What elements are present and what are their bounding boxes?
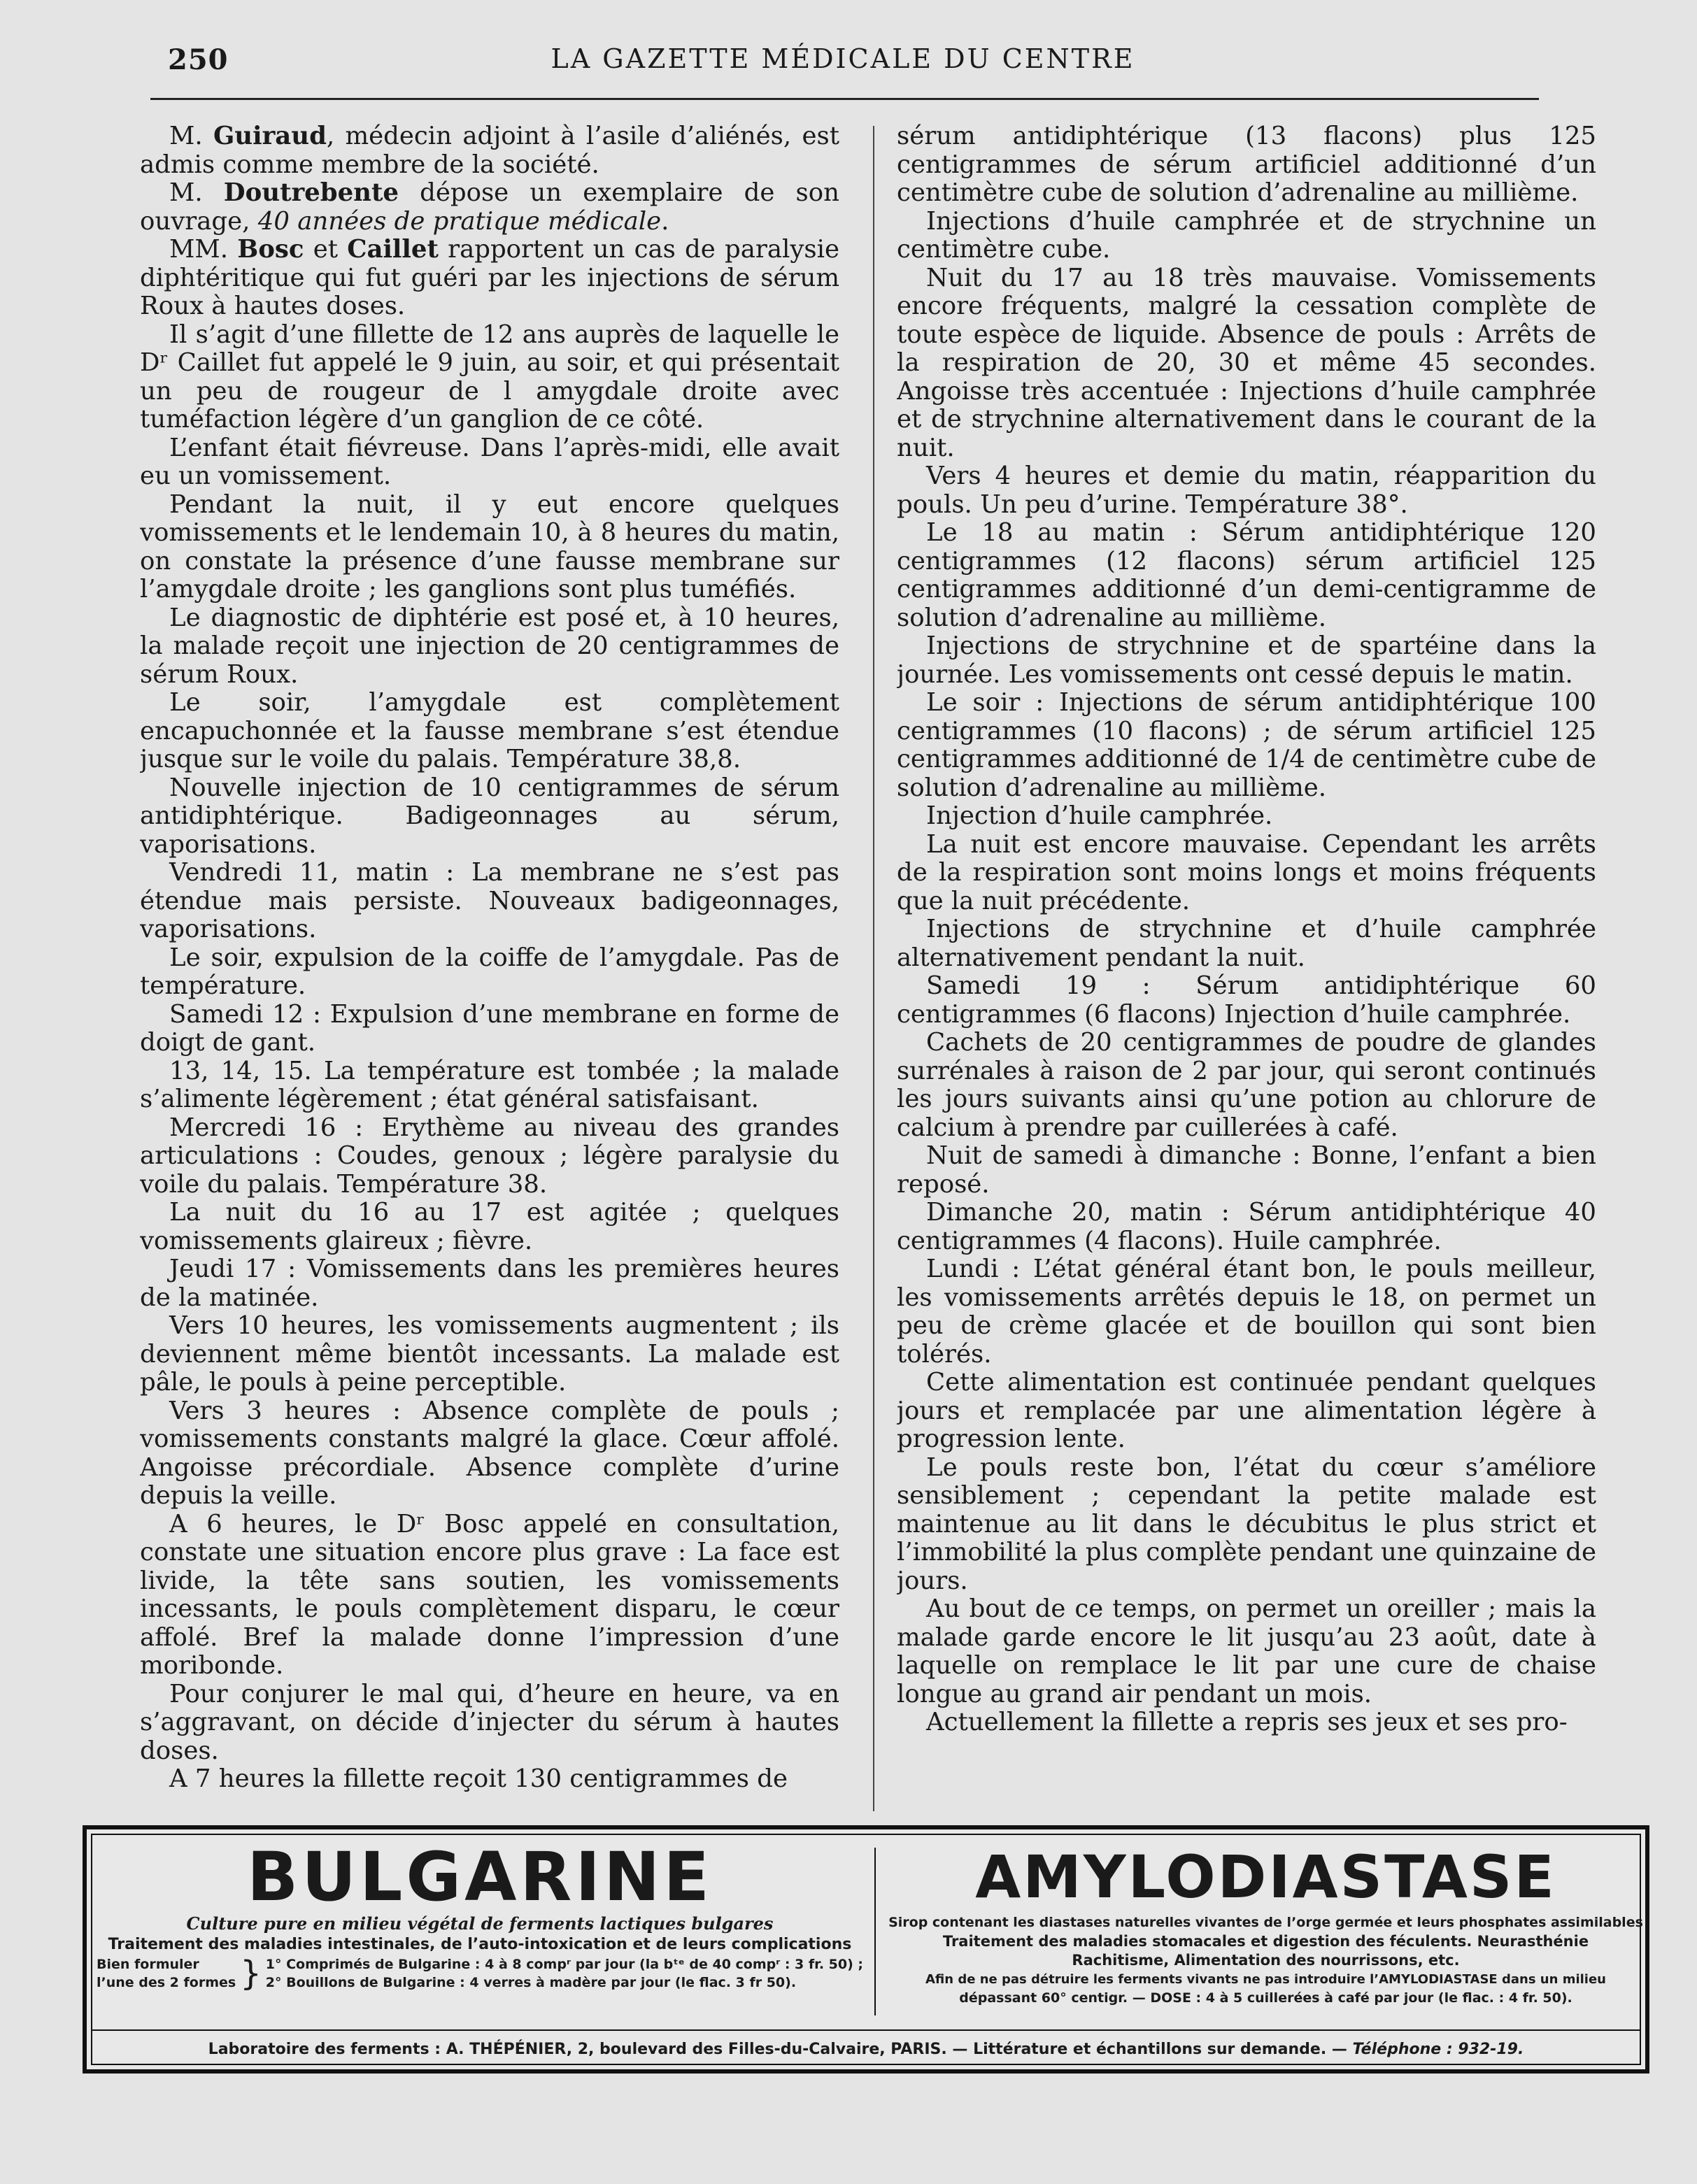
advert-footer: [92, 2029, 1640, 2058]
article-paragraph: [897, 1595, 1596, 1708]
dosage-line-1: 1° Comprimés de Bulgarine : 4 à 8 compʳ par jour (la bᵗᵉ de 40 compʳ : 3 fr. 50) ;: [265, 1957, 863, 1972]
paragraph-text: Samedi 12 : Expulsion d’une membrane en forme de doigt de gant.: [140, 999, 839, 1057]
article-paragraph: [140, 774, 839, 859]
article-paragraph: [897, 1454, 1596, 1596]
article-paragraph: [140, 944, 839, 1001]
paragraph-text: Le soir, expulsion de la coiffe de l’amygdale. Pas de température.: [140, 943, 839, 1000]
amylodiastase-line-2: Traitement des maladies stomacales et digestion des féculents. Neurasthénie: [942, 1933, 1589, 1950]
article-paragraph: [140, 122, 839, 179]
paragraph-text: Le pouls reste bon, l’état du cœur s’améliore sensiblement ; cependant la petite malade est maintenue au lit dans le décubitus le plus strict et l’immobilité la plus complète pendant une quinzaine de jours.: [897, 1453, 1596, 1595]
article-paragraph: [897, 1369, 1596, 1454]
bulgarine-ad: [92, 1838, 867, 2019]
article-paragraph: [140, 1199, 839, 1255]
paragraph-text: Au bout de ce temps, on permet un oreiller ; mais la malade garde encore le lit jusqu’au 23 août, date à laquelle on remplace le lit par une cure de chaise longue au grand air pendant un mois.: [897, 1594, 1596, 1708]
bulgarine-tagline: Culture pure en milieu végétal de ferments lactiques bulgares: [186, 1913, 774, 1934]
advertisement-box: [83, 1825, 1649, 2074]
paragraph-text: Injection d’huile camphrée.: [926, 801, 1273, 830]
dosage-label-2: l’une des 2 formes: [96, 1975, 236, 1990]
paragraph-text: Il s’agit d’une fillette de 12 ans auprès de laquelle le Dʳ Caillet fut appelé le 9 juin, au soir, et qui présentait un peu de rougeur de l amygdale droite avec tuméfaction légère d’un ganglion de ce côté.: [140, 320, 839, 434]
journal-title: LA GAZETTE MÉDICALE DU CENTRE: [551, 43, 1135, 74]
laboratory-address: Laboratoire des ferments : A. THÉPÉNIER, 2, boulevard des Filles-du-Calvaire, PARIS. — Littérature et échantillons sur demande. —: [208, 2041, 1353, 2058]
paragraph-text: Nuit du 17 au 18 très mauvaise. Vomissements encore fréquents, malgré la cessation complète de toute espèce de liquide. Absence de pouls : Arrêts de la respiration de 20, 30 et même 45 secondes. Angoisse très accentuée : Injections d’huile camphrée et de strychnine alternativement dans le courant de la nuit.: [897, 263, 1596, 462]
paragraph-text: Cette alimentation est continuée pendant quelques jours et remplacée par une alimentation légère à progression lente.: [897, 1368, 1596, 1453]
article-paragraph: [897, 689, 1596, 802]
article-paragraph: [897, 462, 1596, 519]
amylodiastase-line-3: Rachitisme, Alimentation des nourrissons, etc.: [1072, 1952, 1460, 1969]
paragraph-text: Mercredi 16 : Erythème au niveau des grandes articulations : Coudes, genoux ; légère paralysie du voile du palais. Température 38.: [140, 1113, 839, 1199]
paragraph-text: Samedi 19 : Sérum antidiphtérique 60 centigrammes (6 flacons) Injection d’huile camphrée.: [897, 971, 1596, 1029]
paragraph-text: Le 18 au matin : Sérum antidiphtérique 120 centigrammes (12 flacons) sérum artificiel 125 centigrammes additionné d’un demi-centigramme de solution d’adrenaline au millième.: [897, 518, 1596, 632]
paragraph-text: La nuit est encore mauvaise. Cependant les arrêts de la respiration sont moins longs et moins fréquents que la nuit précédente.: [897, 829, 1596, 915]
amylodiastase-line-4: Afin de ne pas détruire les ferments vivants ne pas introduire l’AMYLODIASTASE dans un milieu: [925, 1972, 1606, 1987]
amylodiastase-ad: [883, 1841, 1649, 2019]
paragraph-text: Cachets de 20 centigrammes de poudre de glandes surrénales à raison de 2 par jour, qui seront continués les jours suivants ainsi qu’une potion au chlorure de calcium à prendre par cuillerées à café.: [897, 1028, 1596, 1142]
paragraph-text: Vendredi 11, matin : La membrane ne s’est pas étendue mais persiste. Nouveaux badigeonnages, vaporisations.: [140, 858, 839, 943]
paragraph-text: Lundi : L’état général étant bon, le pouls meilleur, les vomissements arrêtés depuis le 18, on permet un peu de crème glacée et de bouillon qui sont bien tolérés.: [897, 1255, 1596, 1369]
article-paragraph: [897, 972, 1596, 1029]
paragraph-text: sérum antidiphtérique (13 flacons) plus 125 centigrammes de sérum artificiel additionné d’un centimètre cube de solution d’adrenaline au millième.: [897, 122, 1596, 207]
paragraph-text: Vers 10 heures, les vomissements augmentent ; ils deviennent même bientôt incessants. La malade est pâle, le pouls à peine perceptible.: [140, 1311, 839, 1397]
article-paragraph: [140, 434, 839, 491]
article-paragraph: [897, 264, 1596, 463]
paragraph-text: rapportent un cas de paralysie diphtéritique qui fut guéri par les injections de sérum Roux à hautes doses.: [140, 235, 839, 320]
article-paragraph: [140, 1255, 839, 1312]
brace-glyph: }: [240, 1954, 262, 1993]
article-paragraph: [140, 859, 839, 944]
article-paragraph: [897, 1029, 1596, 1142]
column-separator: [873, 126, 874, 1811]
paragraph-text: A 7 heures la fillette reçoit 130 centigrammes de: [169, 1764, 788, 1793]
article-paragraph: [897, 802, 1596, 831]
paragraph-text: La nuit du 16 au 17 est agitée ; quelques vomissements glaireux ; fièvre.: [140, 1198, 839, 1255]
member-name: Doutrebente: [223, 178, 399, 207]
article-paragraph: [140, 1680, 839, 1766]
member-name: Caillet: [347, 235, 439, 264]
page-number: 250: [168, 43, 229, 76]
paragraph-text: Pour conjurer le mal qui, d’heure en heure, va en s’aggravant, on décide d’injecter du sérum à hautes doses.: [140, 1679, 839, 1765]
paragraph-text: L’enfant était fiévreuse. Dans l’après-midi, elle avait eu un vomissement.: [140, 433, 839, 490]
article-paragraph: [897, 122, 1596, 208]
member-name: Guiraud: [213, 122, 327, 150]
dosage-label-1: Bien formuler: [96, 1957, 199, 1972]
amylodiastase-line-1: Sirop contenant les diastases naturelles vivantes de l’orge germée et leurs phosphates assimilables: [888, 1915, 1643, 1930]
paragraph-text: Actuellement la fillette a repris ses jeux et ses pro-: [926, 1708, 1568, 1736]
article-paragraph: [140, 1765, 839, 1794]
paragraph-text: Injections d’huile camphrée et de strychnine un centimètre cube.: [897, 206, 1596, 264]
book-title: 40 années de pratique médicale: [257, 206, 662, 236]
paragraph-text: Vers 4 heures et demie du matin, réapparition du pouls. Un peu d’urine. Température 38°.: [897, 462, 1596, 519]
article-paragraph: [140, 604, 839, 690]
paragraph-lead: M.: [169, 178, 224, 207]
paragraph-text: Dimanche 20, matin : Sérum antidiphtérique 40 centigrammes (4 flacons). Huile camphrée.: [897, 1198, 1596, 1255]
article-paragraph: [140, 321, 839, 434]
article-paragraph: [897, 1199, 1596, 1255]
bulgarine-brand: BULGARINE: [247, 1838, 713, 1916]
article-paragraph: [897, 915, 1596, 972]
article-paragraph: [140, 1057, 839, 1114]
dosage-line-2: 2° Bouillons de Bulgarine : 4 verres à madère par jour (le flac. 3 fr 50).: [265, 1975, 797, 1990]
paragraph-text: , médecin adjoint à l’asile d’aliénés, est admis comme membre de la société.: [140, 122, 839, 179]
article-paragraph: [897, 519, 1596, 632]
paragraph-text: A 6 heures, le Dʳ Bosc appelé en consultation, constate une situation encore plus grave : La face est livide, la tête sans soutien, les vomissements incessants, le pouls complètement disparu, le cœur affolé. Bref la malade donne l’impression d’une moribonde.: [140, 1509, 839, 1680]
article-paragraph: [897, 632, 1596, 689]
article-paragraph: [897, 208, 1596, 264]
left-column: [140, 122, 839, 1818]
article-paragraph: [140, 1001, 839, 1057]
paragraph-text: Le soir : Injections de sérum antidiphtérique 100 centigrammes (10 flacons) ; de sérum artificiel 125 centigrammes additionné de 1/4 de centimètre cube de solution d’adrenaline au millième.: [897, 688, 1596, 802]
article-paragraph: [897, 1708, 1596, 1737]
paragraph-text: Nuit de samedi à dimanche : Bonne, l’enfant a bien reposé.: [897, 1141, 1596, 1199]
right-column: [897, 122, 1596, 1818]
article-paragraph: [140, 1312, 839, 1397]
member-name: Bosc: [237, 235, 304, 264]
article-paragraph: [140, 1114, 839, 1199]
paragraph-lead: MM.: [169, 235, 238, 264]
article-paragraph: [140, 689, 839, 774]
paragraph-lead: M.: [169, 122, 213, 150]
article-paragraph: [897, 1142, 1596, 1199]
article-paragraph: [140, 491, 839, 604]
article-paragraph: [140, 1511, 839, 1680]
telephone-number: Téléphone : 932-19.: [1352, 2041, 1524, 2058]
paragraph-text: 13, 14, 15. La température est tombée ; la malade s’alimente légèrement ; état général satisfaisant.: [140, 1056, 839, 1113]
article-paragraph: [897, 831, 1596, 916]
paragraph-text: Le soir, l’amygdale est complètement encapuchonnée et la fausse membrane s’est étendue jusque sur le voile du palais. Température 38,8.: [140, 688, 839, 773]
paragraph-text: Vers 3 heures : Absence complète de pouls ; vomissements constants malgré la glace. Cœur affolé. Angoisse précordiale. Absence complète d’urine depuis la veille.: [140, 1396, 839, 1510]
paragraph-text: Le diagnostic de diphtérie est posé et, à 10 heures, la malade reçoit une injection de 20 centigrammes de sérum Roux.: [140, 603, 839, 689]
paragraph-text: Jeudi 17 : Vomissements dans les premières heures de la matinée.: [140, 1255, 839, 1312]
advertisement-inner-frame: [91, 1834, 1641, 2065]
page-header: [168, 43, 1518, 85]
header-rule: [150, 98, 1539, 100]
article-paragraph: [897, 1255, 1596, 1369]
advert-divider: [874, 1848, 876, 2015]
article-paragraph: [140, 1397, 839, 1511]
paragraph-text: Injections de strychnine et d’huile camphrée alternativement pendant la nuit.: [897, 915, 1596, 972]
paragraph-text: .: [661, 206, 669, 236]
dosage-lines: [266, 1955, 863, 1992]
article-paragraph: [140, 179, 839, 236]
bulgarine-dosage: [92, 1955, 867, 1992]
paragraph-text: dépose un exemplaire de son ouvrage,: [140, 178, 839, 236]
amylodiastase-line-5: dépassant 60° centigr. — DOSE : 4 à 5 cuillerées à café par jour (le flac. : 4 fr. 50).: [959, 1990, 1572, 2006]
paragraph-text: Pendant la nuit, il y eut encore quelques vomissements et le lendemain 10, à 8 heures du matin, on constate la présence d’une fausse membrane sur l’amygdale droite ; les ganglions sont plus tuméfiés.: [140, 490, 839, 604]
paragraph-text: Nouvelle injection de 10 centigrammes de sérum antidiphtérique. Badigeonnages au sérum, vaporisations.: [140, 773, 839, 859]
paragraph-text: et: [304, 235, 348, 264]
amylodiastase-brand: AMYLODIASTASE: [975, 1843, 1556, 1911]
paragraph-text: Injections de strychnine et de spartéine dans la journée. Les vomissements ont cessé depuis le matin.: [897, 631, 1596, 689]
article-paragraph: [140, 236, 839, 321]
bulgarine-indication: Traitement des maladies intestinales, de l’auto-intoxication et de leurs complications: [108, 1936, 852, 1953]
dosage-labels: [97, 1955, 236, 1992]
